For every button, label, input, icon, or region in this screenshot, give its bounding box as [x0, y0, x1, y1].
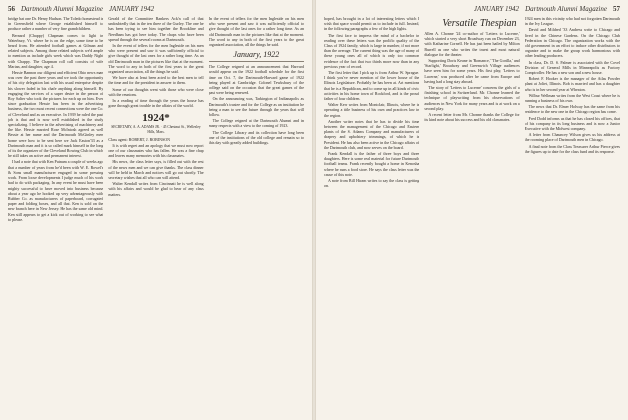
paragraph: A letter from Chauncey Wilson gives us his address at the rooming place of Dartmouth men in Chicago.: [524, 132, 620, 143]
paragraph: Walter Kendall writes from Cincinnati he is well along with his affairs and would be glad to hear of any class matters.: [108, 181, 204, 197]
paragraph: A note from Bill Hiram writes to say the class is getting on.: [324, 178, 420, 189]
left-column-3: [209, 16, 304, 416]
paragraph: In class, Dr. D. S. Palmer is associated with the Covel Division of General Mills in Minneapolis as Factory Comptroller. He has a new son and a new house.: [524, 59, 620, 76]
issue-date: JANUARY 1942: [473, 5, 520, 13]
paragraph: David and Mildred '33 Andress write to Chicago and lived in the Chinese Gardens. On the Chicago Club Federation in Chicago. The organization works with the old government in an effort to induce other distributors to organize and to make the group work harmonious with other leading producers.: [524, 27, 620, 59]
right-column-2: [424, 16, 519, 416]
left-page: [0, 0, 312, 420]
class-section-heading: 1924*: [142, 112, 170, 125]
magazine-title: Dartmouth Alumni Magazine: [525, 5, 607, 13]
paragraph: Walter Kerr writes from Montclair, Illinois, where he is operating a title business of his own and practices law in the region.: [324, 102, 420, 118]
left-column-1: [8, 16, 103, 416]
paragraph: bridge bat one Dr. Henry Hudson. The Toledo homestead is in Greensfield where George established himself to produce rather a number of very fine grandchildren.: [8, 16, 104, 32]
paragraph: Frank Kendall is the father of three boys and three daughters. Here is some real material for future Dartmouth football teams. Frank recently bought a home in Kenosha where he runs a food store. He says the class letter was the cause of this note.: [324, 151, 420, 177]
paragraph: It is with regret and an apology that we must now report one of our classmates who has fallen. He was a fine chap and leaves many memories with his classmates.: [108, 142, 204, 159]
feature-headline: Versatile Thespian: [442, 18, 517, 29]
page-number: 57: [613, 5, 620, 13]
paragraph: In a reading of time through the years the house has gone through great trouble in the affairs of the world.: [108, 98, 204, 109]
page-number: 56: [8, 5, 15, 13]
paragraph: Class agent: ROBERT, J. ROBINSON: [108, 136, 171, 142]
paragraph: A final note from the Class Treasurer Arthur Pierce gives the figures up to date for the class fund and its response.: [524, 143, 620, 154]
paragraph: Another writer notes that he has to divide his time between the management of the Chicago and Eastern plants of the S. Adams Company and manufacturers of drapery and upholstery trimmings, of which he is President. He has also been active in the Chicago affairs of the Dartmouth club, and now serves on the board.: [324, 118, 420, 150]
paragraph: Hessie Bannon our diligent and efficient Ohio news man was over the past three years and we took the opportunity of his city delegation last with his usual enterprise despite his slower faded in bis chafe anything along himself. By engaging the services of a super desire in the person of Roy Salter who took the pictures for each up on him. Ever since graduation Hessie has been in the advertising business, the two most recent connections were the one Co. of Cleveland and as an executive. In 1939 he ruled the past job is that and is now well established in the study specializing. I believe in the advertising of machinery and the like. Hessie married Rose McIntosh agreed as well Bessie at her name and the Dartmouth McGinley men home were how to be sent here we Jack Easton'33 as a Dartmouth man and it is so called mark himself in the long of its the organizer of the Cleveland Rowing Club in which he still takes an active and permanent interest.: [8, 70, 104, 159]
right-column-1: [324, 16, 419, 416]
issue-date: JANUARY 1942: [108, 5, 155, 13]
paragraph: The College Library and its collection have long been one of the institutions of the old college and remain so to this day with greatly added buildings.: [208, 129, 304, 146]
right-column-3: [525, 16, 620, 416]
paragraph: The story of 'Letters to Lucerne' concerns the girls of a finishing school in Switzerland. Mr. Chonne learned the technique of playwriting from his observations of audiences in New York for many years and is at work on a second play.: [424, 85, 520, 111]
paragraph: The College reigned at an announcement that Harvard would appear on the 1922 football schedule for the first time on Oct. 7, the Dartmouth-Harvard game of 1922 being played at Cambridge. Colonel Tewksbury of the college said on the occasion that the great games of the past were being renewed.: [208, 64, 304, 96]
divider: [209, 61, 304, 62]
paragraph: His news, the class letter says, is filled out with the rest of the news men and we can give thanks. The class dinner will be held in March and notices will go out shortly. The secretary wishes that all who can will attend.: [108, 159, 204, 181]
paragraph: Bernard (Chappy) Chapman comes to light in Waterbury, Vt. where he is on the edge, some time to be heard from. He attended football games at Gilman and related subjects. Among those related subjects we'd ample to mention as include girls week which was Daddy Night with Chappy. The Chapman roll call consists of wife Marian, and daughter, age 4.: [8, 32, 104, 69]
section-byline: SECRETARY, A. A. ADAMS JR. · 45 Chestnut St., Wellesley Hills, Mass.: [111, 125, 201, 135]
paragraph: In the event of tellers for the men Ingleside on his men who were present and saw it was sufficiently official to give thought of the last ones for a rather long time. As an old Dartmouth man in the pictures like that at the moment. The word to any in both of the first years to the great organized association, all the things he said.: [208, 16, 304, 48]
column-headline: January, 1922: [233, 50, 280, 60]
paragraph: Supporting Doris Keane in 'Romance,' 'The Gorilla,' and 'Starlight,' Broadway and Greenwich Village audiences have seen him for some years. His first play, 'Letters to Lucerne,' was produced after he came from Europe and having had a long stay abroad.: [424, 58, 520, 84]
paragraph: Gerald of the Committee Rankers Ack'n call of that undoubtedly that in the ten three of the Gurley. The one he has been trying to see him together the Brookline and Needham has got here today. The chaps who have been spread through the several rooms at Dartmouth.: [108, 16, 204, 42]
paragraph: Allen A. Chonne '24 co-author of 'Letters to Lucerne,' which started a very short Broadway run on December 23, with Katharine Cornell. He has just been hailed by Milton Burrell as one who writes the truest and most natural dialogue for the theater.: [424, 31, 520, 57]
paragraph: hoped, has brought in a lot of interesting letters which I wish that space would permit us to include in full. Instead, in the following paragraphs a few of the high lights.: [324, 16, 420, 32]
magazine-title: Dartmouth Alumni Magazine: [21, 5, 103, 13]
paragraph: The first face to impress the mind of a bachelor in reading over these letters was the prolific quality of the Class of 1924 family, which is large in number, if not more than the average. The current thing was the age of many of these young ones all of which is only too common evidence of the fact that two thirds more now than in any previous year of record.: [324, 32, 420, 69]
paragraph: A recent letter from Mr. Chonne thanks the College for its kind note about his success and his old classmates.: [424, 112, 520, 123]
paragraph: Fred Dodd informs us that he has closed his offices, that of his company in its long business and is now a Junior Executive with the Midwest company.: [524, 115, 620, 132]
paragraph: Some of our thoughts went with those who were close with the reunions.: [108, 86, 204, 97]
paragraph: I had a note that with Ken Putnam a couple of weeks ago that a number of years from he'd been with W. E. Rowel's & Sons small manufacturer engaged in some pressing work. From loose developments I judge much of his work had to do with packaging. In any event he must have been mighty successful to have moved into business because about a year ago he hooked up very advantageously with Rubber Co. as manufacturers of paperboard, corrugated paper and folding boxes, and all that. Ken is sold on the new branch here in New Jersey. He has the same old mind. Ken still appears to get a kick out of working to see what to please.: [8, 159, 104, 222]
paragraph: On the announcing was, Tarkington of Indianapolis as Dartmouth's trustee and for the College as an institution he being a man to see the future through the years that will follow.: [208, 96, 304, 118]
paragraph: 1924 men in this vicinity who had not forgotten Dartmouth in the Ivy League.: [524, 16, 620, 27]
left-column-2: [108, 16, 203, 416]
paragraph: We have also at least been acted to the best men to tell the time and for the president in answer to them.: [108, 75, 204, 86]
paragraph: The first letter that I pick up is from Arthur W. Sprague. I think you've never mention of the lower house of the Illinois Legislature. Probably he has been at. Art mentions that he is a Republican, and to come up in all kinds of civic activities in his home town of Rockford, and is the proud father of four children.: [324, 70, 420, 102]
paragraph: The College reigned at the Dartmouth Alumni and in many respects with a view to the coming of 1923.: [208, 118, 304, 129]
paragraph: In the event of tellers for the men Ingleside on his men who were present and saw it was sufficiently official to give thought of the last ones for a rather long time. As an old Dartmouth man in the pictures like that at the moment. The word to any in both of the first years to the great organized association, all the things he said.: [108, 43, 204, 75]
right-page: [316, 0, 628, 420]
paragraph: Robert F. Hooker is the manager of the Atlas Powder plant at Joliet, Illinois. Bob is married and has a daughter who is in her second year at Wheaton.: [524, 76, 620, 92]
paragraph: The news that Dr. Elmer Holway has the same from his residence to the new one in the Chicago region has come.: [524, 104, 620, 115]
left-running-head: [8, 4, 304, 14]
paragraph: Wilbur Wellman writes from the West Coast where he is running a business of his own.: [524, 92, 620, 104]
right-running-head: [324, 4, 620, 14]
